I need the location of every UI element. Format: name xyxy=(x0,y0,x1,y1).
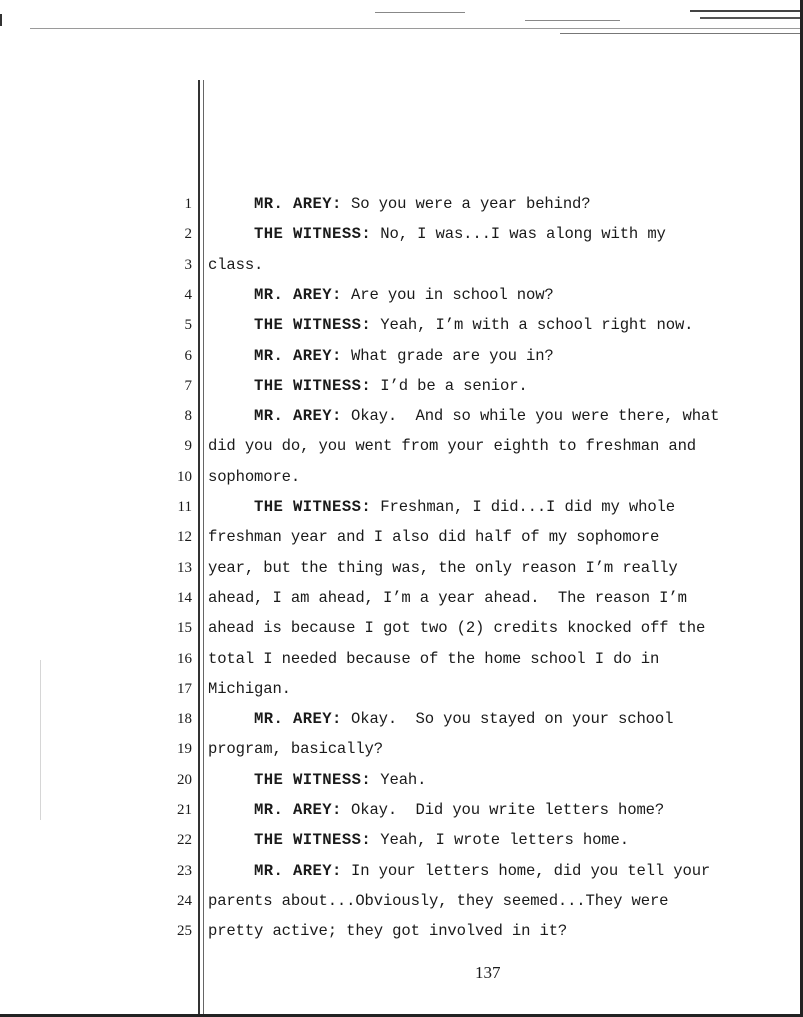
line-number: 10 xyxy=(177,468,192,485)
scan-artifact-tick xyxy=(0,14,2,26)
transcript-line xyxy=(0,708,803,730)
line-number: 23 xyxy=(177,862,192,879)
line-number: 19 xyxy=(177,741,192,758)
line-text xyxy=(208,678,798,700)
transcript-line xyxy=(0,920,803,942)
spoken-text: What grade are you in? xyxy=(341,346,554,365)
line-text xyxy=(208,829,798,851)
line-number: 8 xyxy=(184,408,192,425)
transcript-line xyxy=(0,223,803,245)
line-text xyxy=(208,405,798,427)
line-text xyxy=(208,223,798,245)
transcript-line xyxy=(0,496,803,518)
line-number: 3 xyxy=(184,256,192,273)
line-number: 6 xyxy=(184,347,192,364)
scan-artifact-rule xyxy=(560,33,800,34)
line-text xyxy=(208,375,798,397)
transcript-line xyxy=(0,587,803,609)
spoken-text: So you were a year behind? xyxy=(341,195,591,213)
transcript-line xyxy=(0,799,803,821)
line-text xyxy=(208,345,798,367)
spoken-text: Freshman, I did...I did my whole xyxy=(371,498,675,516)
line-number: 22 xyxy=(177,832,192,849)
speaker-label: MR. AREY: xyxy=(254,346,342,365)
transcript-line xyxy=(0,466,803,488)
line-number: 18 xyxy=(177,711,192,728)
scan-artifact-rule xyxy=(700,17,800,19)
page-number: 137 xyxy=(475,963,501,982)
speaker-label: MR. AREY: xyxy=(254,285,342,304)
line-text xyxy=(208,648,798,670)
spoken-text: program, basically? xyxy=(208,740,383,759)
transcript-line xyxy=(0,314,803,336)
transcript-line xyxy=(0,405,803,427)
spoken-text: No, I was...I was along with my xyxy=(371,225,666,244)
line-number: 4 xyxy=(184,286,192,303)
spoken-text: Okay. And so while you were there, what xyxy=(341,407,720,426)
line-number: 12 xyxy=(177,529,192,546)
spoken-text: Okay. Did you write letters home? xyxy=(341,801,665,819)
spoken-text: year, but the thing was, the only reason I’m really xyxy=(208,558,678,577)
transcript-line xyxy=(0,860,803,882)
transcript-line xyxy=(0,345,803,367)
spoken-text: freshman year and I also did half of my sophomore xyxy=(208,528,660,547)
transcript-line xyxy=(0,617,803,639)
line-text xyxy=(208,890,798,912)
line-text xyxy=(208,738,798,760)
transcript-line xyxy=(0,829,803,851)
line-text xyxy=(208,617,798,639)
spoken-text: Yeah. xyxy=(371,770,427,789)
spoken-text: total I needed because of the home school I do in xyxy=(208,649,660,668)
line-number: 7 xyxy=(184,377,192,394)
spoken-text: Okay. So you stayed on your school xyxy=(341,710,674,729)
speaker-label: MR. AREY: xyxy=(254,710,342,729)
line-number: 5 xyxy=(184,317,192,334)
scan-artifact-rule xyxy=(375,12,465,13)
line-text xyxy=(208,526,798,548)
speaker-label: MR. AREY: xyxy=(254,861,342,880)
line-number: 14 xyxy=(177,589,192,606)
speaker-label: MR. AREY: xyxy=(254,407,342,426)
transcript-line xyxy=(0,435,803,457)
line-text xyxy=(208,860,798,882)
speaker-label: THE WITNESS: xyxy=(254,376,372,395)
spoken-text: Yeah, I’m with a school right now. xyxy=(371,316,694,335)
spoken-text: ahead, I am ahead, I’m a year ahead. The reason I’m xyxy=(208,588,687,607)
transcript-line xyxy=(0,375,803,397)
line-text xyxy=(208,314,798,336)
spoken-text: In your letters home, did you tell your xyxy=(341,861,711,880)
speaker-label: THE WITNESS: xyxy=(254,770,372,789)
spoken-text: I’d be a senior. xyxy=(371,376,528,395)
transcript-line xyxy=(0,284,803,306)
transcript-line xyxy=(0,890,803,912)
line-number: 25 xyxy=(177,923,192,940)
line-number: 9 xyxy=(184,438,192,455)
transcript-line xyxy=(0,769,803,791)
scan-artifact-rule xyxy=(30,28,800,29)
speaker-label: MR. AREY: xyxy=(254,195,342,213)
spoken-text: pretty active; they got involved in it? xyxy=(208,922,568,941)
transcript-line xyxy=(0,738,803,760)
line-text xyxy=(208,920,798,942)
spoken-text: class. xyxy=(208,255,264,274)
line-text xyxy=(208,708,798,730)
speaker-label: MR. AREY: xyxy=(254,801,342,819)
line-number: 1 xyxy=(184,196,192,212)
spoken-text: Yeah, I wrote letters home. xyxy=(371,831,629,850)
spoken-text: sophomore. xyxy=(208,467,301,486)
line-text xyxy=(208,254,798,276)
spoken-text: ahead is because I got two (2) credits knocked off the xyxy=(208,619,706,638)
line-number: 15 xyxy=(177,620,192,637)
line-number: 20 xyxy=(177,771,192,788)
line-text xyxy=(208,587,798,609)
line-text xyxy=(208,435,798,457)
speaker-label: THE WITNESS: xyxy=(254,225,372,244)
transcript-line xyxy=(0,648,803,670)
scan-artifact-rule xyxy=(525,20,620,21)
spoken-text: did you do, you went from your eighth to freshman and xyxy=(208,437,697,456)
line-text xyxy=(208,769,798,791)
speaker-label: THE WITNESS: xyxy=(254,831,372,850)
line-number: 2 xyxy=(184,226,192,243)
transcript-line xyxy=(0,526,803,548)
line-text xyxy=(208,557,798,579)
line-number: 24 xyxy=(177,892,192,909)
line-text xyxy=(208,193,798,215)
line-number: 16 xyxy=(177,650,192,667)
line-text xyxy=(208,496,798,518)
transcript-line xyxy=(0,557,803,579)
line-number: 11 xyxy=(177,499,192,515)
line-text xyxy=(208,799,798,821)
scan-artifact-rule xyxy=(690,10,800,12)
transcript-line xyxy=(0,678,803,700)
transcript-line xyxy=(0,193,803,215)
line-text xyxy=(208,466,798,488)
speaker-label: THE WITNESS: xyxy=(254,498,372,516)
speaker-label: THE WITNESS: xyxy=(254,316,372,335)
line-number: 17 xyxy=(177,680,192,697)
spoken-text: Michigan. xyxy=(208,679,291,698)
spoken-text: Are you in school now? xyxy=(341,285,554,304)
spoken-text: parents about...Obviously, they seemed...They were xyxy=(208,891,669,910)
line-number: 13 xyxy=(177,559,192,576)
transcript-line xyxy=(0,254,803,276)
line-text xyxy=(208,284,798,306)
line-number: 21 xyxy=(177,802,192,818)
